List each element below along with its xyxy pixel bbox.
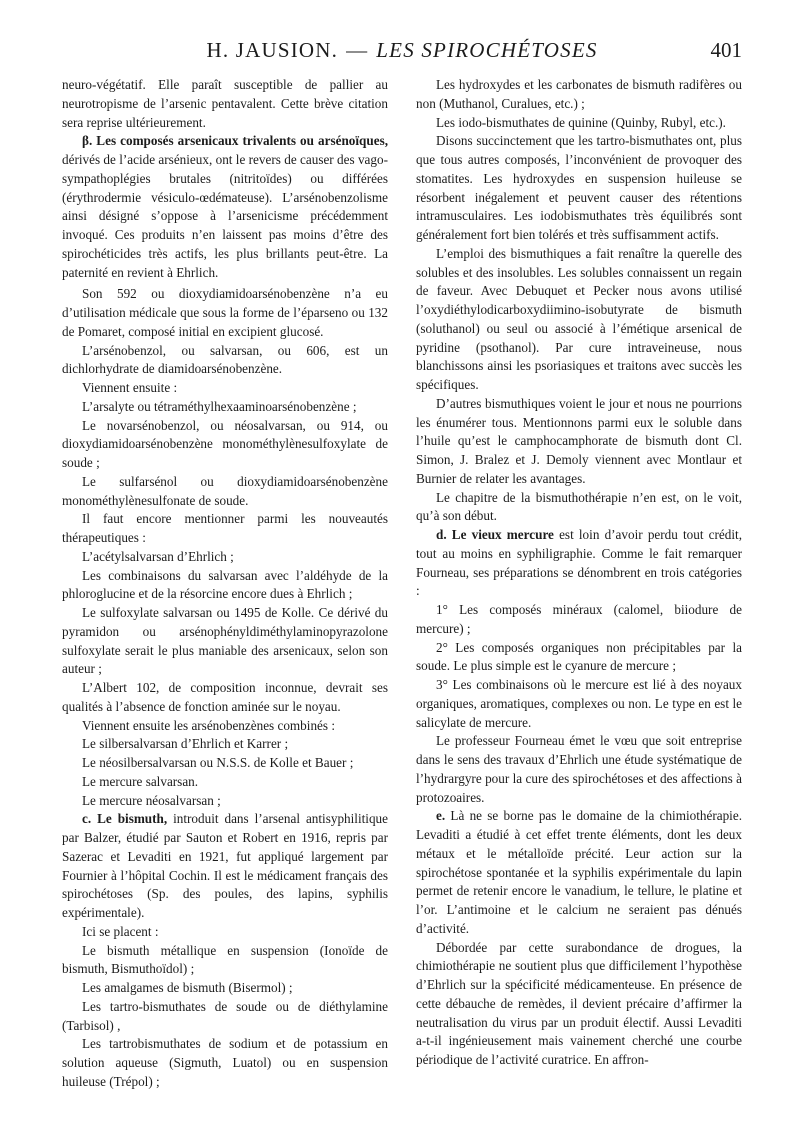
paragraph-text: Là ne se borne pas le domaine de la chimiothérapie. Levaditi a étudié à cet effet trente éléments, dont les deux métaux et le métalloïde précité. Leur action sur la spirochétose spontanée et la syphilis expérimentale du lapin permet de retenir encore le vanadium, le tellure, le platine et l’or. L’antimoine et le calcium ne seraient pas dénués d’activité. bbox=[416, 808, 742, 936]
paragraph-text: L’acétylsalvarsan d’Ehrlich ; bbox=[82, 548, 234, 564]
paragraph bbox=[416, 132, 742, 245]
paragraph bbox=[62, 942, 388, 980]
paragraph bbox=[416, 639, 742, 677]
paragraph bbox=[62, 717, 388, 736]
paragraph bbox=[62, 132, 388, 282]
paragraph-text: dérivés de l’acide arsénieux, ont le revers de causer des vago-sympathoplégies brutales (nitritoïdes) ou différées (érythrodermie vésiculo-œdémateuse). L’arsénobenzolisme ainsi désigné s’oppose à l’arsenicisme précédemment invoqué. Ces produits n’en laissent pas moins d’être des spirochéticides très actifs, les plus brillants peut-être. La paternité en revient à Ehrlich. bbox=[62, 152, 388, 280]
paragraph-text: Débordée par cette surabondance de drogues, la chimiothérapie ne soutient plus que difficilement l’hypothèse d’Ehrlich sur la spécificité médicamenteuse. En présence de cette débauche de remèdes, il devient précaire d’affirmer la neutralisation du virus par un produit électif. Aussi Levaditi a-t-il ingénieusement mais vainement cherché une courbe périodique de l’activité curatrice. En affron- bbox=[416, 939, 742, 1067]
paragraph-text: 2° Les composés organiques non précipitables par la soude. Le plus simple est le cyanure de mercure ; bbox=[416, 639, 742, 674]
paragraph bbox=[62, 342, 388, 380]
paragraph-text: Le novarsénobenzol, ou néosalvarsan, ou 914, ou dioxydiamidoarsénobenzène monométhylènesulfoxylate de soude ; bbox=[62, 417, 388, 470]
paragraph-text: Les tartrobismuthates de sodium et de potassium en solution aqueuse (Sigmuth, Luatol) ou en suspension huileuse (Trépol) ; bbox=[62, 1036, 388, 1089]
paragraph-text: Il faut encore mentionner parmi les nouveautés thérapeutiques : bbox=[62, 511, 388, 545]
paragraph-heading: β. Les composés arsenicaux trivalents ou arsénoïques, bbox=[82, 133, 388, 149]
paragraph bbox=[62, 567, 388, 605]
paragraph-text: Le bismuth métallique en suspension (Ionoïde de bismuth, Bismuthoïdol) ; bbox=[62, 942, 388, 977]
paragraph-text: Ici se placent : bbox=[82, 923, 159, 939]
paragraph bbox=[62, 76, 388, 132]
work-title: LES SPIROCHÉTOSES bbox=[376, 38, 598, 62]
paragraph-text: introduit dans l’arsenal antisyphilitique par Balzer, étudié par Sauton et Robert en 1916, repris par Sazerac et Levaditi en 1921, fut appliqué largement par Fournier à l’hôpital Cochin. Il est le médicament français des spirochétoses (Sp. des poules, des lapins, syphilis expérimentale). bbox=[62, 811, 388, 920]
paragraph bbox=[62, 1035, 388, 1091]
paragraph bbox=[62, 473, 388, 511]
text-body bbox=[62, 76, 742, 1106]
paragraph-text: Viennent ensuite les arsénobenzènes combinés : bbox=[82, 717, 335, 733]
paragraph bbox=[62, 679, 388, 717]
paragraph-text: Disons succinctement que les tartro-bismuthates ont, plus que tous autres composés, l’inconvénient de provoquer des stomatites. Les hydroxydes en suspension huileuse se résorbent inégalement et peuvent causer des rétentions intramusculaires. Les iodobismuthates très équilibrés sont généralement fort bien tolérés et très suffisamment actifs. bbox=[416, 133, 742, 242]
paragraph bbox=[416, 939, 742, 1070]
paragraph bbox=[62, 810, 388, 923]
paragraph-text: Le chapitre de la bismuthothérapie n’en est, on le voit, qu’à son début. bbox=[416, 489, 742, 524]
paragraph-text: Les hydroxydes et les carbonates de bismuth radifères ou non (Muthanol, Curalues, etc.) ; bbox=[416, 77, 742, 111]
paragraph-text: est loin d’avoir perdu tout crédit, tout au moins en syphiligraphie. Comme le fait remarquer Fourneau, ses préparations se dénombrent en trois catégories : bbox=[416, 527, 742, 599]
author-name: H. JAUSION. bbox=[206, 38, 339, 62]
paragraph-text: Les tartro-bismuthates de soude ou de diéthylamine (Tarbisol) , bbox=[62, 998, 388, 1033]
paragraph bbox=[416, 807, 742, 938]
paragraph bbox=[416, 76, 742, 114]
paragraph bbox=[62, 379, 388, 398]
paragraph-heading: c. Le bismuth, bbox=[82, 811, 168, 827]
paragraph-heading: e. bbox=[436, 808, 446, 824]
paragraph bbox=[62, 735, 388, 754]
paragraph-text: Le sulfoxylate salvarsan ou 1495 de Kolle. Ce dérivé du pyramidon ou arsénophényldiméthylaminopyrazolone sulfoxylate serait le plus maniable des arsenicaux, selon son auteur ; bbox=[62, 605, 388, 677]
paragraph bbox=[62, 773, 388, 792]
paragraph bbox=[62, 604, 388, 679]
paragraph-text: Viennent ensuite : bbox=[82, 380, 178, 395]
paragraph bbox=[416, 732, 742, 807]
paragraph bbox=[62, 548, 388, 567]
paragraph bbox=[62, 979, 388, 998]
paragraph-text: Les combinaisons du salvarsan avec l’aldéhyde de la phloroglucine et de la résorcine encore dues à Ehrlich ; bbox=[62, 567, 388, 602]
paragraph bbox=[416, 245, 742, 395]
paragraph bbox=[62, 998, 388, 1036]
paragraph bbox=[62, 923, 388, 942]
running-title bbox=[62, 38, 742, 63]
paragraph bbox=[62, 285, 388, 341]
paragraph-text: Le mercure salvarsan. bbox=[82, 773, 199, 789]
paragraph-text: Le professeur Fourneau émet le vœu que soit entreprise dans le sens des travaux d’Ehrlich une étude systématique de l’hydrargyre pour la cure des spirochétoses et des affections à protozoaires. bbox=[416, 733, 742, 805]
paragraph bbox=[62, 510, 388, 548]
paragraph bbox=[62, 754, 388, 773]
paragraph-heading: d. Le vieux mercure bbox=[436, 527, 554, 542]
paragraph-text: Le sulfarsénol ou dioxydiamidoarsénobenzène monométhylènesulfonate de soude. bbox=[62, 473, 388, 508]
paragraph-text: Les iodo-bismuthates de quinine (Quinby, Rubyl, etc.). bbox=[436, 114, 726, 130]
paragraph-text: 3° Les combinaisons où le mercure est lié à des noyaux organiques, aromatiques, complexes ou non. Le type en est le salicylate de mercure. bbox=[416, 677, 742, 730]
title-separator: — bbox=[346, 38, 369, 62]
paragraph-text: Son 592 ou dioxydiamidoarsénobenzène n’a eu d’utilisation médicale que sous la forme de l’éparseno ou 132 de Pomaret, composé initial en excipient glucosé. bbox=[62, 286, 388, 339]
paragraph-text: D’autres bismuthiques voient le jour et nous ne pourrions les énumérer tous. Mentionnons parmi eux le soluble dans l’huile qu’est le camphocamphorate de bismuth dont Cl. Simon, J. Bralez et J. Demoly viennent avec Montlaur et Burnier de relater les avantages. bbox=[416, 395, 742, 486]
paragraph bbox=[416, 489, 742, 527]
paragraph bbox=[416, 526, 742, 601]
running-header bbox=[62, 38, 742, 68]
paragraph-text: L’arsénobenzol, ou salvarsan, ou 606, est un dichlorhydrate de diamidoarsénobenzène. bbox=[62, 342, 388, 377]
paragraph-text: L’arsalyte ou tétraméthylhexaaminoarsénobenzène ; bbox=[82, 398, 357, 414]
paragraph-text: Le silbersalvarsan d’Ehrlich et Karrer ; bbox=[82, 736, 289, 752]
right-column bbox=[416, 76, 742, 1070]
paragraph bbox=[416, 676, 742, 732]
paragraph bbox=[416, 601, 742, 639]
paragraph-text: L’emploi des bismuthiques a fait renaître la querelle des solubles et des insolubles. Les solubles connaissent un regain de faveur. Avec Debuquet et Pecker nous avons utilisé l’oxydiéthylodicarboxydiimino-isobutyrate de bismuth (soluthanol) ou seul ou associé à l’émétique arsenical de pyridine (psothanol). Par cure intraveineuse, nous blanchissons ainsi les psoriasiques et traitons avec succès les spécifiques. bbox=[416, 245, 742, 392]
paragraph bbox=[416, 114, 742, 133]
paragraph bbox=[62, 792, 388, 811]
paragraph-text: L’Albert 102, de composition inconnue, devrait ses qualités à l’absence de fonction aminée sur le noyau. bbox=[62, 680, 388, 714]
left-column bbox=[62, 76, 388, 1092]
paragraph-text: 1° Les composés minéraux (calomel, biiodure de mercure) ; bbox=[416, 602, 742, 636]
paragraph-text: neuro-végétatif. Elle paraît susceptible de pallier au neurotropisme de l’arsenic pentavalent. Cette brève citation sera reprise ultérieurement. bbox=[62, 77, 388, 130]
paragraph bbox=[62, 417, 388, 473]
paragraph-text: Le néosilbersalvarsan ou N.S.S. de Kolle et Bauer ; bbox=[82, 755, 354, 770]
page-number: 401 bbox=[710, 38, 742, 62]
paragraph-text: Les amalgames de bismuth (Bisermol) ; bbox=[82, 980, 293, 995]
paragraph-text: Le mercure néosalvarsan ; bbox=[82, 792, 221, 808]
paragraph bbox=[416, 395, 742, 489]
paragraph bbox=[62, 398, 388, 417]
